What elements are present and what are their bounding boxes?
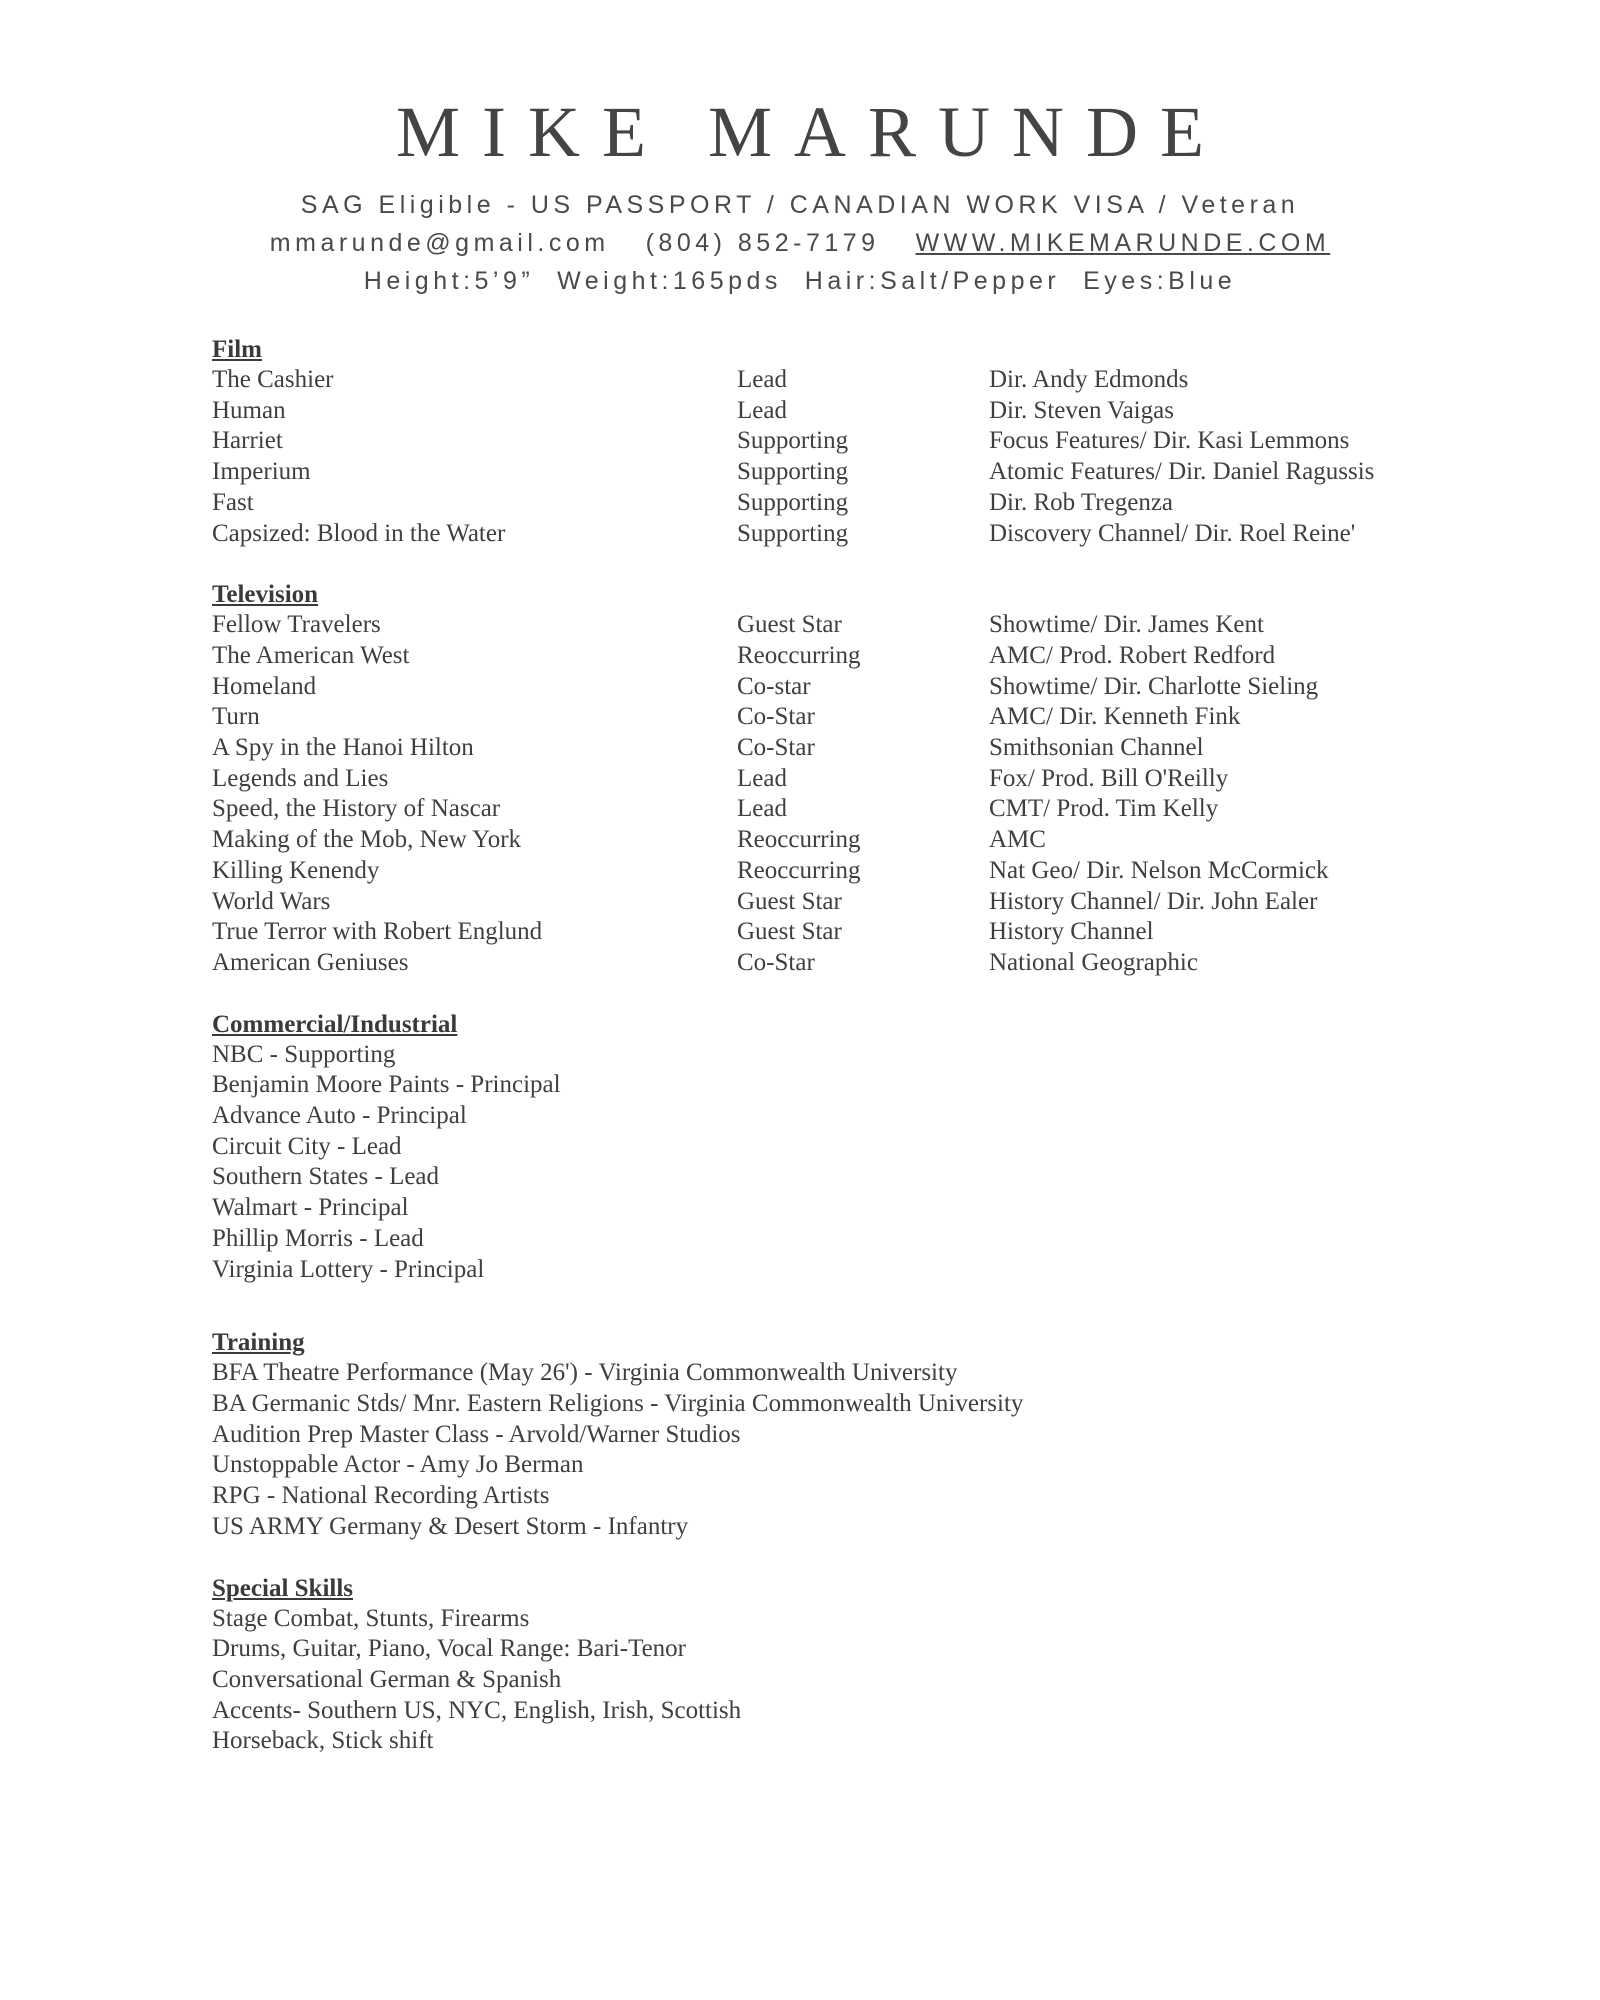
list-item: RPG - National Recording Artists — [212, 1482, 550, 1510]
credit-row — [212, 733, 1512, 764]
credit-row — [212, 519, 1512, 550]
credit-title: Turn — [212, 703, 260, 731]
list-item: Unstoppable Actor - Amy Jo Berman — [212, 1451, 584, 1479]
credit-role: Co-Star — [737, 734, 815, 762]
credit-company: AMC/ Dir. Kenneth Fink — [989, 703, 1241, 731]
actor-name: MIKE MARUNDE — [396, 92, 1226, 172]
credit-company: Dir. Andy Edmonds — [989, 366, 1189, 393]
credit-company: Discovery Channel/ Dir. Roel Reine' — [989, 519, 1356, 547]
resume-header — [0, 92, 1600, 300]
credit-role: Reoccurring — [737, 641, 861, 669]
television-credits — [212, 610, 1512, 978]
list-item: Walmart - Principal — [212, 1194, 409, 1222]
credit-role: Reoccurring — [737, 856, 861, 884]
credit-title: Imperium — [212, 458, 311, 486]
credit-role: Supporting — [737, 488, 849, 516]
list-item: Audition Prep Master Class - Arvold/Warner Studios — [212, 1420, 741, 1448]
credit-company: AMC — [989, 826, 1046, 854]
credit-row — [212, 948, 1512, 979]
credit-title: Human — [212, 396, 286, 424]
credit-role: Co-Star — [737, 948, 815, 976]
contact-line — [0, 224, 1600, 262]
credit-row — [212, 610, 1512, 641]
credit-row — [212, 426, 1512, 457]
credit-company: CMT/ Prod. Tim Kelly — [989, 795, 1219, 823]
credit-row — [212, 457, 1512, 488]
list-item: Virginia Lottery - Principal — [212, 1255, 485, 1283]
credit-row — [212, 856, 1512, 887]
credit-row — [212, 794, 1512, 825]
credit-row — [212, 365, 1512, 396]
credit-company: Atomic Features/ Dir. Daniel Ragussis — [989, 458, 1375, 486]
list-item: Drums, Guitar, Piano, Vocal Range: Bari-Tenor — [212, 1635, 687, 1663]
credit-role: Guest Star — [737, 918, 842, 946]
credit-role: Guest Star — [737, 887, 842, 915]
credit-title: Killing Kenendy — [212, 856, 380, 884]
list-item: Horseback, Stick shift — [212, 1727, 434, 1755]
website-link[interactable]: WWW.MIKEMARUNDE.COM — [915, 229, 1331, 257]
credit-role: Supporting — [737, 458, 849, 486]
credit-title: Speed, the History of Nascar — [212, 795, 501, 823]
credit-role: Lead — [737, 795, 787, 823]
list-item: Benjamin Moore Paints - Principal — [212, 1071, 561, 1099]
credit-row — [212, 488, 1512, 519]
skills-list — [212, 1604, 1512, 1758]
credit-title: Fast — [212, 488, 254, 516]
list-item: US ARMY Germany & Desert Storm - Infantry — [212, 1512, 689, 1540]
list-item: BFA Theatre Performance (May 26') - Virginia Commonwealth University — [212, 1359, 958, 1387]
phone: (804) 852-7179 — [645, 229, 880, 257]
credit-row — [212, 825, 1512, 856]
credit-title: Making of the Mob, New York — [212, 826, 522, 854]
credit-title: The American West — [212, 641, 410, 669]
credit-company: National Geographic — [989, 948, 1198, 976]
list-item: Stage Combat, Stunts, Firearms — [212, 1604, 530, 1632]
credit-company: Dir. Rob Tregenza — [989, 488, 1174, 516]
credit-role: Lead — [737, 366, 787, 393]
credit-company: Focus Features/ Dir. Kasi Lemmons — [989, 427, 1350, 455]
credit-row — [212, 641, 1512, 672]
credit-title: Homeland — [212, 672, 317, 700]
commercial-credits — [212, 1040, 1512, 1286]
credit-row — [212, 917, 1512, 948]
credit-role: Co-star — [737, 672, 811, 700]
list-item: BA Germanic Stds/ Mnr. Eastern Religions - Virginia Commonwealth University — [212, 1389, 1024, 1417]
credit-title: Capsized: Blood in the Water — [212, 519, 506, 547]
credit-company: Showtime/ Dir. Charlotte Sieling — [989, 672, 1319, 700]
physical-stats: Height:5’9” Weight:165pds Hair:Salt/Pepper Eyes:Blue — [363, 267, 1237, 295]
credit-role: Supporting — [737, 519, 849, 547]
section-heading-training: Training — [212, 1329, 305, 1357]
credit-row — [212, 396, 1512, 427]
commercial-section — [212, 1009, 1512, 1286]
resume-body — [212, 334, 1512, 1787]
training-section — [212, 1327, 1512, 1542]
film-section — [212, 334, 1512, 549]
section-heading-television: Television — [212, 581, 319, 609]
list-item: Conversational German & Spanish — [212, 1665, 562, 1693]
credit-role: Lead — [737, 396, 787, 424]
credit-title: World Wars — [212, 887, 331, 915]
skills-section — [212, 1573, 1512, 1758]
credit-title: True Terror with Robert Englund — [212, 918, 543, 946]
list-item: Accents- Southern US, NYC, English, Irish, Scottish — [212, 1696, 742, 1724]
credit-role: Guest Star — [737, 611, 842, 639]
credit-company: Dir. Steven Vaigas — [989, 396, 1174, 424]
credit-company: Showtime/ Dir. James Kent — [989, 611, 1264, 639]
credit-role: Supporting — [737, 427, 849, 455]
training-list — [212, 1358, 1512, 1542]
credit-title: A Spy in the Hanoi Hilton — [212, 734, 474, 762]
credit-row — [212, 887, 1512, 918]
credit-title: Harriet — [212, 427, 283, 455]
credit-row — [212, 672, 1512, 703]
list-item: Advance Auto - Principal — [212, 1102, 467, 1130]
section-heading-commercial: Commercial/Industrial — [212, 1010, 458, 1038]
eligibility-line: SAG Eligible - US PASSPORT / CANADIAN WORK VISA / Veteran — [300, 191, 1300, 219]
credit-row — [212, 702, 1512, 733]
credit-title: The Cashier — [212, 366, 334, 393]
credit-row — [212, 764, 1512, 795]
section-heading-film: Film — [212, 336, 262, 363]
list-item: NBC - Supporting — [212, 1040, 396, 1068]
credit-company: History Channel/ Dir. John Ealer — [989, 887, 1318, 915]
television-section — [212, 579, 1512, 978]
credit-company: Nat Geo/ Dir. Nelson McCormick — [989, 856, 1329, 884]
list-item: Phillip Morris - Lead — [212, 1224, 424, 1252]
credit-company: Smithsonian Channel — [989, 734, 1204, 762]
film-credits — [212, 365, 1512, 549]
credit-role: Co-Star — [737, 703, 815, 731]
credit-title: American Geniuses — [212, 948, 409, 976]
credit-role: Reoccurring — [737, 826, 861, 854]
credit-role: Lead — [737, 764, 787, 792]
section-heading-skills: Special Skills — [212, 1574, 354, 1602]
list-item: Southern States - Lead — [212, 1163, 440, 1191]
credit-title: Fellow Travelers — [212, 611, 381, 639]
credit-company: Fox/ Prod. Bill O'Reilly — [989, 764, 1229, 792]
credit-company: AMC/ Prod. Robert Redford — [989, 641, 1276, 669]
email[interactable]: mmarunde@gmail.com — [269, 229, 610, 257]
credit-company: History Channel — [989, 918, 1154, 946]
list-item: Circuit City - Lead — [212, 1132, 402, 1160]
credit-title: Legends and Lies — [212, 764, 389, 792]
